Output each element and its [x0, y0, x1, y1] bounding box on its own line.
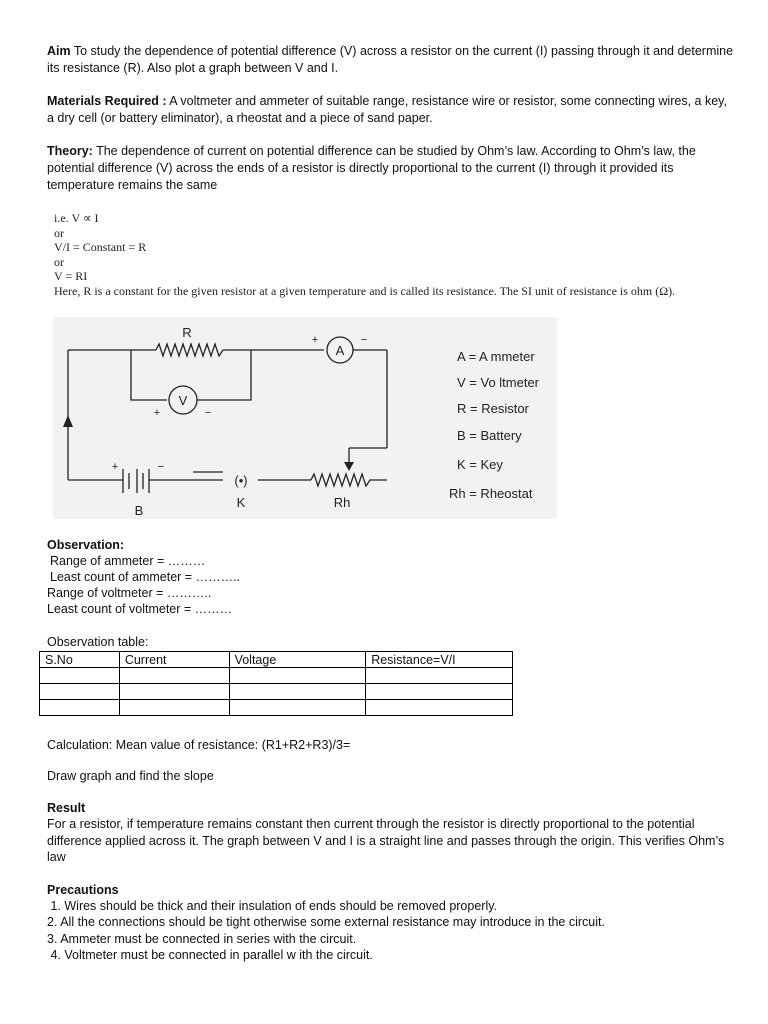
table-cell[interactable]	[119, 684, 229, 700]
resistor-symbol	[156, 344, 223, 356]
graph-instruction: Draw graph and find the slope	[47, 769, 214, 783]
battery-plus: +	[111, 461, 119, 473]
table-row	[40, 668, 513, 684]
table-cell[interactable]	[229, 684, 366, 700]
theory-heading: Theory:	[47, 144, 93, 158]
ammeter-minus: −	[360, 334, 368, 346]
legend-rheostat: Rh = Rheostat	[449, 486, 533, 501]
materials-paragraph	[47, 93, 737, 127]
table-row	[40, 684, 513, 700]
voltmeter-label: V	[178, 393, 188, 408]
range-ammeter: Range of ammeter = ………	[50, 554, 206, 568]
voltmeter-plus: +	[153, 407, 161, 419]
ammeter-label: A	[335, 343, 345, 358]
equation-or-2: or	[54, 255, 64, 269]
table-cell[interactable]	[366, 700, 513, 716]
circuit-diagram	[53, 317, 557, 519]
precaution-item-1: 1. Wires should be thick and their insulation of ends should be removed properly.	[47, 899, 498, 913]
table-cell[interactable]	[40, 700, 120, 716]
aim-heading: Aim	[47, 44, 71, 58]
key-symbol: (•)	[234, 473, 248, 488]
range-voltmeter: Range of voltmeter = ………..	[47, 586, 212, 600]
result-heading: Result	[47, 801, 86, 815]
materials-heading: Materials Required :	[47, 94, 167, 108]
observation-table	[39, 651, 513, 716]
observation-heading: Observation:	[47, 538, 125, 552]
rheostat-label: Rh	[333, 495, 351, 510]
legend-voltmeter: V = Vo ltmeter	[457, 375, 540, 390]
voltmeter-minus: −	[204, 407, 212, 419]
theory-text: The dependence of current on potential difference can be studied by Ohm’s law. According to Ohm’s law, the potential difference (V) across the ends of a resistor is directly proportional to the current (I) through it provided its temperature remains the same	[47, 144, 696, 192]
table-cell[interactable]	[366, 684, 513, 700]
precaution-item-2: 2. All the connections should be tight otherwise some external resistance may introduce in the circuit.	[47, 915, 605, 929]
slider-arrow-icon	[344, 462, 354, 471]
precautions-heading: Precautions	[47, 883, 119, 897]
legend-key: K = Key	[457, 457, 503, 472]
table-cell[interactable]	[366, 668, 513, 684]
table-cell[interactable]	[40, 668, 120, 684]
battery-label: B	[134, 503, 144, 518]
voltmeter-right-wire	[197, 350, 251, 400]
equation-constant: V/I = Constant = R	[54, 240, 147, 254]
table-cell[interactable]	[40, 684, 120, 700]
resistance-note: Here, R is a constant for the given resistor at a given temperature and is called its resistance. The SI unit of resistance is ohm (Ω).	[54, 284, 676, 298]
legend-ammeter: A = A mmeter	[457, 349, 535, 364]
voltmeter-left-wire	[131, 350, 167, 400]
table-cell[interactable]	[119, 668, 229, 684]
current-arrow-icon	[63, 415, 73, 427]
result-text: For a resistor, if temperature remains constant then current through the resistor is directly proportional to the potential difference applied across it. The graph between V and I is a straight line and passes through the origin. This verifies Ohm’s law	[47, 817, 725, 864]
rheostat-symbol	[311, 474, 387, 486]
table-caption: Observation table:	[47, 635, 149, 649]
materials-text: A voltmeter and ammeter of suitable range, resistance wire or resistor, some connecting wires, a key, a dry cell (or battery eliminator), a rheostat and a piece of sand paper.	[47, 94, 727, 125]
header-sno: S.No	[40, 652, 120, 668]
table-cell[interactable]	[229, 700, 366, 716]
equation-proportional: i.e. V ∝ I	[54, 211, 99, 225]
ammeter-plus: +	[311, 334, 319, 346]
precaution-item-3: 3. Ammeter must be connected in series with the circuit.	[47, 932, 357, 946]
legend-battery: B = Battery	[457, 428, 522, 443]
table-cell[interactable]	[119, 700, 229, 716]
calculation-line: Calculation: Mean value of resistance: (R1+R2+R3)/3=	[47, 738, 351, 752]
battery-minus: −	[157, 461, 165, 473]
least-count-voltmeter: Least count of voltmeter = ………	[47, 602, 233, 616]
least-count-ammeter: Least count of ammeter = ………..	[50, 570, 241, 584]
table-header-row	[40, 652, 513, 668]
header-voltage: Voltage	[229, 652, 366, 668]
key-label: K	[236, 495, 246, 510]
header-resistance: Resistance=V/I	[366, 652, 513, 668]
table-cell[interactable]	[229, 668, 366, 684]
aim-paragraph	[47, 43, 737, 77]
theory-paragraph	[47, 143, 737, 194]
precaution-item-4: 4. Voltmeter must be connected in parallel w ith the circuit.	[47, 948, 373, 962]
table-row	[40, 700, 513, 716]
legend-resistor: R = Resistor	[457, 401, 529, 416]
resistor-label: R	[182, 325, 192, 340]
aim-text: To study the dependence of potential difference (V) across a resistor on the current (I) passing through it and determine its resistance (R). Also plot a graph between V and I.	[47, 44, 734, 75]
equation-vri: V = RI	[54, 269, 88, 283]
header-current: Current	[119, 652, 229, 668]
equation-or-1: or	[54, 226, 64, 240]
